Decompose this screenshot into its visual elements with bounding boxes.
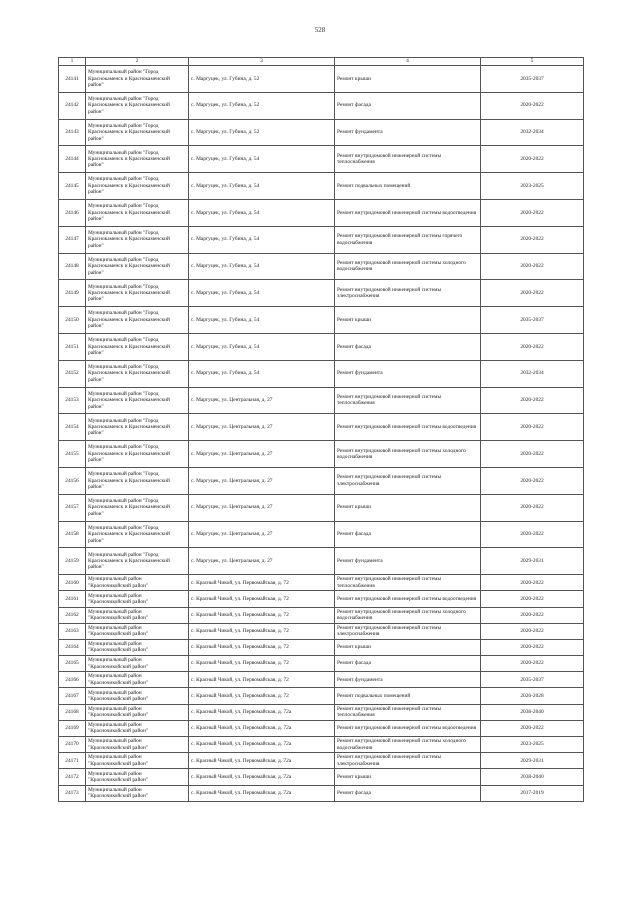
- table-row: [59, 769, 584, 785]
- municipality-cell: Муниципальный район "Город Краснокаменск и Краснокаменский район": [86, 173, 189, 200]
- row-number: 24172: [59, 769, 86, 785]
- table-row: [59, 720, 584, 736]
- municipality-cell: Муниципальный район "Город Краснокаменск и Краснокаменский район": [86, 226, 189, 253]
- period-cell: 2020-2022: [481, 387, 584, 414]
- table-row: [59, 575, 584, 591]
- row-number: 24164: [59, 639, 86, 655]
- municipality-cell: Муниципальный район "Город Краснокаменск и Краснокаменский район": [86, 92, 189, 119]
- period-cell: 2032-2034: [481, 119, 584, 146]
- row-number: 24143: [59, 119, 86, 146]
- address-cell: с. Красный Чикой, ул. Первомайская, д. 72а: [189, 753, 335, 769]
- table-row: [59, 333, 584, 360]
- address-cell: с. Красный Чикой, ул. Первомайская, д. 72а: [189, 720, 335, 736]
- address-cell: с. Маргуцек, ул. Губина, д. 54: [189, 253, 335, 280]
- work-type-cell: Ремонт внутридомовой инженерной системы водоотведения: [335, 199, 481, 226]
- municipality-cell: Муниципальный район "Красночикойский район": [86, 720, 189, 736]
- row-number: 24145: [59, 173, 86, 200]
- address-cell: с. Маргуцек, ул. Губина, д. 54: [189, 360, 335, 387]
- work-type-cell: Ремонт внутридомовой инженерной системы холодного водоснабжения: [335, 607, 481, 623]
- address-cell: с. Маргуцек, ул. Центральная, д. 27: [189, 441, 335, 468]
- municipality-cell: Муниципальный район "Красночикойский район": [86, 575, 189, 591]
- period-cell: 2038-2040: [481, 769, 584, 785]
- table-body: [59, 66, 584, 802]
- address-cell: с. Красный Чикой, ул. Первомайская, д. 72а: [189, 785, 335, 801]
- municipality-cell: Муниципальный район "Город Краснокаменск и Краснокаменский район": [86, 521, 189, 548]
- table-row: [59, 226, 584, 253]
- row-number: 24151: [59, 333, 86, 360]
- row-number: 24160: [59, 575, 86, 591]
- row-number: 24158: [59, 521, 86, 548]
- municipality-cell: Муниципальный район "Красночикойский район": [86, 623, 189, 639]
- period-cell: 2020-2022: [481, 199, 584, 226]
- address-cell: с. Маргуцек, ул. Губина, д. 54: [189, 199, 335, 226]
- work-type-cell: Ремонт крыши: [335, 769, 481, 785]
- municipality-cell: Муниципальный район "Красночикойский район": [86, 688, 189, 704]
- table-row: [59, 672, 584, 688]
- period-cell: 2032-2034: [481, 360, 584, 387]
- table-row: [59, 66, 584, 93]
- address-cell: с. Маргуцек, ул. Центральная, д. 27: [189, 494, 335, 521]
- period-cell: 2020-2022: [481, 607, 584, 623]
- work-type-cell: Ремонт внутридомовой инженерной системы теплоснабжения: [335, 146, 481, 173]
- row-number: 24141: [59, 66, 86, 93]
- table-row: [59, 785, 584, 801]
- municipality-cell: Муниципальный район "Красночикойский район": [86, 704, 189, 720]
- address-cell: с. Красный Чикой, ул. Первомайская, д. 72: [189, 672, 335, 688]
- table-row: [59, 688, 584, 704]
- address-cell: с. Маргуцек, ул. Центральная, д. 27: [189, 414, 335, 441]
- address-cell: с. Маргуцек, ул. Губина, д. 52: [189, 66, 335, 93]
- table-row: [59, 414, 584, 441]
- page-number: 528: [314, 26, 326, 34]
- work-type-cell: Ремонт фасада: [335, 785, 481, 801]
- municipality-cell: Муниципальный район "Красночикойский район": [86, 639, 189, 655]
- period-cell: 2020-2022: [481, 591, 584, 607]
- work-type-cell: Ремонт фасада: [335, 92, 481, 119]
- table-row: [59, 521, 584, 548]
- work-type-cell: Ремонт подвальных помещений: [335, 688, 481, 704]
- work-type-cell: Ремонт фасада: [335, 656, 481, 672]
- table-row: [59, 173, 584, 200]
- table-row: [59, 737, 584, 753]
- table-row: [59, 639, 584, 655]
- work-type-cell: Ремонт внутридомовой инженерной системы горячего водоснабжения: [335, 226, 481, 253]
- work-type-cell: Ремонт крыши: [335, 639, 481, 655]
- municipality-cell: Муниципальный район "Город Краснокаменск и Краснокаменский район": [86, 441, 189, 468]
- table-row: [59, 704, 584, 720]
- period-cell: 2026-2028: [481, 688, 584, 704]
- municipality-cell: Муниципальный район "Красночикойский район": [86, 769, 189, 785]
- table-row: [59, 494, 584, 521]
- table-row: [59, 387, 584, 414]
- work-type-cell: Ремонт внутридомовой инженерной системы водоотведения: [335, 720, 481, 736]
- repair-schedule-table: [58, 57, 584, 802]
- work-type-cell: Ремонт внутридомовой инженерной системы теплоснабжения: [335, 387, 481, 414]
- municipality-cell: Муниципальный район "Город Краснокаменск и Краснокаменский район": [86, 280, 189, 307]
- municipality-cell: Муниципальный район "Город Краснокаменск и Краснокаменский район": [86, 360, 189, 387]
- row-number: 24149: [59, 280, 86, 307]
- row-number: 24156: [59, 467, 86, 494]
- address-cell: с. Красный Чикой, ул. Первомайская, д. 72: [189, 639, 335, 655]
- address-cell: с. Красный Чикой, ул. Первомайская, д. 72: [189, 623, 335, 639]
- table-row: [59, 753, 584, 769]
- row-number: 24142: [59, 92, 86, 119]
- row-number: 24173: [59, 785, 86, 801]
- period-cell: 2023-2025: [481, 173, 584, 200]
- table-row: [59, 253, 584, 280]
- row-number: 24171: [59, 753, 86, 769]
- table-row: [59, 92, 584, 119]
- municipality-cell: Муниципальный район "Город Краснокаменск и Краснокаменский район": [86, 253, 189, 280]
- period-cell: 2020-2022: [481, 226, 584, 253]
- address-cell: с. Маргуцек, ул. Губина, д. 54: [189, 280, 335, 307]
- work-type-cell: Ремонт крыши: [335, 494, 481, 521]
- work-type-cell: Ремонт внутридомовой инженерной системы теплоснабжения: [335, 704, 481, 720]
- address-cell: с. Красный Чикой, ул. Первомайская, д. 72: [189, 607, 335, 623]
- work-type-cell: Ремонт внутридомовой инженерной системы электроснабжения: [335, 623, 481, 639]
- row-number: 24165: [59, 656, 86, 672]
- address-cell: с. Красный Чикой, ул. Первомайская, д. 72: [189, 688, 335, 704]
- table-row: [59, 591, 584, 607]
- period-cell: 2020-2022: [481, 720, 584, 736]
- municipality-cell: Муниципальный район "Красночикойский район": [86, 785, 189, 801]
- address-cell: с. Красный Чикой, ул. Первомайская, д. 72: [189, 656, 335, 672]
- address-cell: с. Красный Чикой, ул. Первомайская, д. 72а: [189, 737, 335, 753]
- period-cell: 2035-2037: [481, 672, 584, 688]
- period-cell: 2029-2031: [481, 753, 584, 769]
- work-type-cell: Ремонт внутридомовой инженерной системы холодного водоснабжения: [335, 737, 481, 753]
- period-cell: 2020-2022: [481, 623, 584, 639]
- row-number: 24162: [59, 607, 86, 623]
- row-number: 24157: [59, 494, 86, 521]
- work-type-cell: Ремонт фасада: [335, 521, 481, 548]
- column-number-row: [59, 58, 584, 66]
- column-header: 1: [59, 58, 86, 66]
- row-number: 24152: [59, 360, 86, 387]
- work-type-cell: Ремонт внутридомовой инженерной системы холодного водоснабжения: [335, 441, 481, 468]
- address-cell: с. Маргуцек, ул. Губина, д. 54: [189, 173, 335, 200]
- work-type-cell: Ремонт внутридомовой инженерной системы водоотведения: [335, 414, 481, 441]
- work-type-cell: Ремонт фундамента: [335, 672, 481, 688]
- work-type-cell: Ремонт фундамента: [335, 119, 481, 146]
- address-cell: с. Маргуцек, ул. Центральная, д. 27: [189, 548, 335, 575]
- work-type-cell: Ремонт внутридомовой инженерной системы электроснабжения: [335, 467, 481, 494]
- row-number: 24169: [59, 720, 86, 736]
- work-type-cell: Ремонт фасада: [335, 333, 481, 360]
- work-type-cell: Ремонт крыши: [335, 307, 481, 334]
- municipality-cell: Муниципальный район "Город Краснокаменск и Краснокаменский район": [86, 146, 189, 173]
- column-header: 5: [481, 58, 584, 66]
- row-number: 24170: [59, 737, 86, 753]
- table-row: [59, 467, 584, 494]
- table-row: [59, 360, 584, 387]
- row-number: 24153: [59, 387, 86, 414]
- period-cell: 2020-2022: [481, 656, 584, 672]
- table-row: [59, 548, 584, 575]
- municipality-cell: Муниципальный район "Город Краснокаменск и Краснокаменский район": [86, 199, 189, 226]
- work-type-cell: Ремонт внутридомовой инженерной системы электроснабжения: [335, 280, 481, 307]
- column-header: 3: [189, 58, 335, 66]
- period-cell: 2020-2022: [481, 639, 584, 655]
- municipality-cell: Муниципальный район "Красночикойский район": [86, 656, 189, 672]
- municipality-cell: Муниципальный район "Город Краснокаменск и Краснокаменский район": [86, 494, 189, 521]
- row-number: 24150: [59, 307, 86, 334]
- address-cell: с. Маргуцек, ул. Центральная, д. 27: [189, 467, 335, 494]
- address-cell: с. Маргуцек, ул. Губина, д. 54: [189, 333, 335, 360]
- row-number: 24167: [59, 688, 86, 704]
- address-cell: с. Красный Чикой, ул. Первомайская, д. 72: [189, 575, 335, 591]
- address-cell: с. Красный Чикой, ул. Первомайская, д. 72: [189, 591, 335, 607]
- work-type-cell: Ремонт внутридомовой инженерной системы водоотведения: [335, 591, 481, 607]
- period-cell: 2020-2022: [481, 333, 584, 360]
- period-cell: 2020-2022: [481, 521, 584, 548]
- period-cell: 2020-2022: [481, 146, 584, 173]
- address-cell: с. Маргуцек, ул. Центральная, д. 27: [189, 387, 335, 414]
- work-type-cell: Ремонт фундамента: [335, 548, 481, 575]
- row-number: 24163: [59, 623, 86, 639]
- address-cell: с. Маргуцек, ул. Губина, д. 54: [189, 146, 335, 173]
- municipality-cell: Муниципальный район "Город Краснокаменск и Краснокаменский район": [86, 467, 189, 494]
- municipality-cell: Муниципальный район "Город Краснокаменск и Краснокаменский район": [86, 307, 189, 334]
- municipality-cell: Муниципальный район "Город Краснокаменск и Краснокаменский район": [86, 548, 189, 575]
- row-number: 24168: [59, 704, 86, 720]
- table-row: [59, 146, 584, 173]
- period-cell: 2023-2025: [481, 737, 584, 753]
- address-cell: с. Маргуцек, ул. Губина, д. 54: [189, 307, 335, 334]
- municipality-cell: Муниципальный район "Город Краснокаменск и Краснокаменский район": [86, 387, 189, 414]
- municipality-cell: Муниципальный район "Красночикойский район": [86, 607, 189, 623]
- table-row: [59, 119, 584, 146]
- municipality-cell: Муниципальный район "Красночикойский район": [86, 737, 189, 753]
- period-cell: 2035-2037: [481, 66, 584, 93]
- work-type-cell: Ремонт внутридомовой инженерной системы электроснабжения: [335, 753, 481, 769]
- period-cell: 2020-2022: [481, 467, 584, 494]
- table-row: [59, 656, 584, 672]
- table-row: [59, 441, 584, 468]
- municipality-cell: Муниципальный район "Красночикойский район": [86, 672, 189, 688]
- address-cell: с. Маргуцек, ул. Губина, д. 52: [189, 119, 335, 146]
- municipality-cell: Муниципальный район "Красночикойский район": [86, 591, 189, 607]
- period-cell: 2038-2040: [481, 704, 584, 720]
- row-number: 24166: [59, 672, 86, 688]
- period-cell: 2020-2022: [481, 280, 584, 307]
- row-number: 24159: [59, 548, 86, 575]
- address-cell: с. Красный Чикой, ул. Первомайская, д. 72а: [189, 704, 335, 720]
- table-row: [59, 607, 584, 623]
- row-number: 24161: [59, 591, 86, 607]
- period-cell: 2017-2019: [481, 785, 584, 801]
- municipality-cell: Муниципальный район "Красночикойский район": [86, 753, 189, 769]
- work-type-cell: Ремонт фундамента: [335, 360, 481, 387]
- work-type-cell: Ремонт внутридомовой инженерной системы теплоснабжения: [335, 575, 481, 591]
- address-cell: с. Маргуцек, ул. Центральная, д. 27: [189, 521, 335, 548]
- address-cell: с. Красный Чикой, ул. Первомайская, д. 72а: [189, 769, 335, 785]
- row-number: 24148: [59, 253, 86, 280]
- row-number: 24147: [59, 226, 86, 253]
- address-cell: с. Маргуцек, ул. Губина, д. 52: [189, 92, 335, 119]
- table-row: [59, 199, 584, 226]
- work-type-cell: Ремонт крыши: [335, 66, 481, 93]
- column-header: 4: [335, 58, 481, 66]
- municipality-cell: Муниципальный район "Город Краснокаменск и Краснокаменский район": [86, 414, 189, 441]
- period-cell: 2035-2037: [481, 307, 584, 334]
- period-cell: 2020-2022: [481, 575, 584, 591]
- row-number: 24144: [59, 146, 86, 173]
- column-header: 2: [86, 58, 189, 66]
- municipality-cell: Муниципальный район "Город Краснокаменск и Краснокаменский район": [86, 66, 189, 93]
- row-number: 24146: [59, 199, 86, 226]
- period-cell: 2020-2022: [481, 253, 584, 280]
- period-cell: 2020-2022: [481, 441, 584, 468]
- period-cell: 2020-2022: [481, 494, 584, 521]
- municipality-cell: Муниципальный район "Город Краснокаменск и Краснокаменский район": [86, 333, 189, 360]
- period-cell: 2020-2022: [481, 92, 584, 119]
- address-cell: с. Маргуцек, ул. Губина, д. 54: [189, 226, 335, 253]
- work-type-cell: Ремонт внутридомовой инженерной системы холодного водоснабжения: [335, 253, 481, 280]
- table-row: [59, 280, 584, 307]
- table-row: [59, 307, 584, 334]
- municipality-cell: Муниципальный район "Город Краснокаменск и Краснокаменский район": [86, 119, 189, 146]
- period-cell: 2029-2031: [481, 548, 584, 575]
- period-cell: 2020-2022: [481, 414, 584, 441]
- row-number: 24154: [59, 414, 86, 441]
- row-number: 24155: [59, 441, 86, 468]
- work-type-cell: Ремонт подвальных помещений: [335, 173, 481, 200]
- table-row: [59, 623, 584, 639]
- table-header: [59, 58, 584, 66]
